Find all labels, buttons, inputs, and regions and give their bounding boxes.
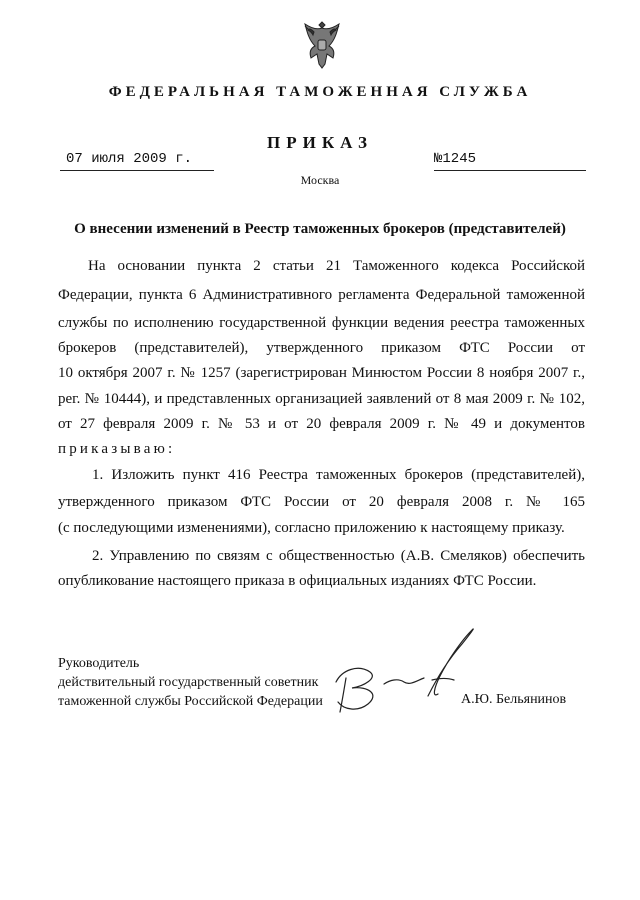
order-word: приказываю: bbox=[58, 441, 176, 457]
signer-title bbox=[58, 654, 323, 711]
document-city: Москва bbox=[300, 173, 340, 187]
preamble-line: 10 октября 2007 г. № 1257 (зарегистрирован Минюстом России 8 ноября 2007 г., bbox=[58, 365, 585, 381]
signer-title-line: действительный государственный советник bbox=[58, 675, 319, 690]
preamble-line: рег. № 10444), и представленных организацией заявлений от 8 мая 2009 г. № 102, bbox=[58, 391, 585, 407]
document-subject: О внесении изменений в Реестр таможенных брокеров (представителей) bbox=[74, 221, 566, 237]
item1-line: утвержденного приказом ФТС России от 20 февраля 2008 г. № 165 bbox=[58, 494, 585, 510]
document-type: ПРИКАЗ bbox=[267, 133, 373, 152]
signer-name: А.Ю. Бельянинов bbox=[461, 692, 567, 707]
item1-line: 1. Изложить пункт 416 Реестра таможенных брокеров (представителей), bbox=[92, 467, 585, 483]
document-number bbox=[434, 151, 586, 171]
item2-line: опубликование настоящего приказа в официальных изданиях ФТС России. bbox=[58, 573, 537, 589]
document-date: 07 июля 2009 г. bbox=[60, 151, 214, 171]
document-number-value: №1245 bbox=[434, 151, 477, 167]
signature-icon bbox=[328, 620, 478, 720]
preamble-line: от 27 февраля 2009 г. № 53 и от 20 февраля 2009 г. № 49 и документов bbox=[58, 416, 585, 432]
preamble-line: На основании пункта 2 статьи 21 Таможенного кодекса Российской bbox=[88, 258, 585, 274]
signer-title-line: таможенной службы Российской Федерации bbox=[58, 694, 323, 709]
item2-line: 2. Управлению по связям с общественностью (А.В. Смеляков) обеспечить bbox=[92, 548, 585, 564]
coat-of-arms-icon bbox=[299, 18, 345, 72]
item1-line: (с последующими изменениями), согласно приложению к настоящему приказу. bbox=[58, 520, 565, 536]
agency-name: ФЕДЕРАЛЬНАЯ ТАМОЖЕННАЯ СЛУЖБА bbox=[108, 84, 532, 100]
signer-title-line: Руководитель bbox=[58, 656, 140, 671]
preamble-line: службы по исполнению государственной функции ведения реестра таможенных bbox=[58, 315, 585, 331]
preamble-line: Федерации, пункта 6 Административного регламента Федеральной таможенной bbox=[58, 287, 585, 303]
preamble-line: брокеров (представителей), утвержденного приказом ФТС России от bbox=[58, 340, 585, 356]
